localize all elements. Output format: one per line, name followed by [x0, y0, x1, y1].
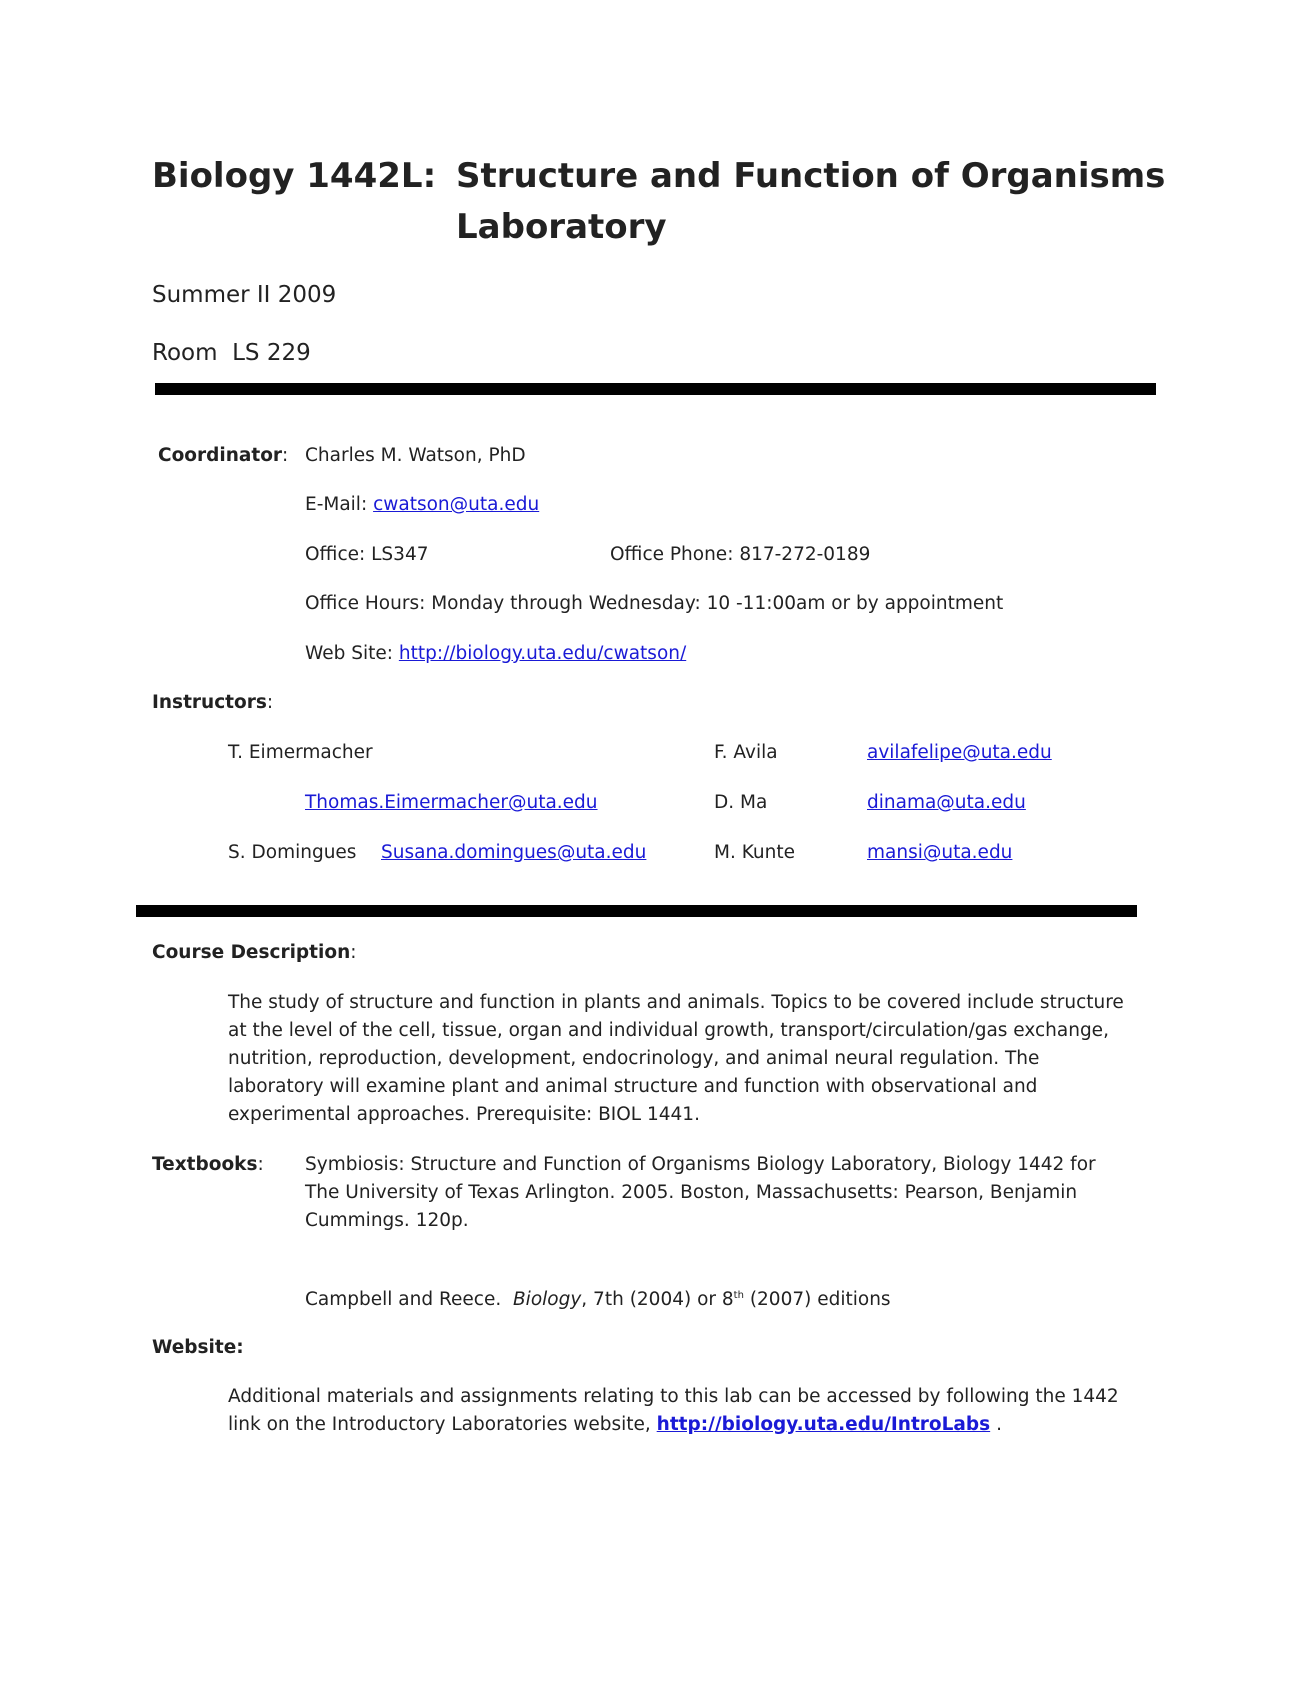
website-line-2 [228, 1411, 1119, 1439]
website-prefix: link on the Introductory Laboratories website, [228, 1414, 651, 1435]
instructor-name: T. Eimermacher [228, 742, 373, 763]
office-value: LS347 [371, 544, 429, 565]
description-line: laboratory will examine plant and animal structure and function with observational and [228, 1076, 1038, 1097]
email-row [305, 494, 539, 515]
instructor-name: M. Kunte [714, 842, 796, 863]
textbook-1 [305, 1151, 1096, 1235]
instructor-email-link[interactable]: mansi@uta.edu [867, 842, 1013, 863]
website-line: Additional materials and assignments relating to this lab can be accessed by following the 1442 [228, 1386, 1119, 1407]
textbook-line: Symbiosis: Structure and Function of Organisms Biology Laboratory, Biology 1442 for [305, 1154, 1096, 1175]
description-line: nutrition, reproduction, development, endocrinology, and animal neural regulation. The [228, 1048, 1040, 1069]
office-label: Office: [305, 544, 366, 565]
description-line: at the level of the cell, tissue, organ and individual growth, transport/circulation/gas exchange, [228, 1020, 1109, 1041]
instructor-name: D. Ma [714, 792, 768, 813]
course-description-text [228, 989, 1124, 1129]
instructor-email-link[interactable]: Susana.domingues@uta.edu [381, 842, 647, 863]
instructor-email-link[interactable]: avilafelipe@uta.edu [867, 742, 1052, 763]
textbook-line: Cummings. 120p. [305, 1210, 469, 1231]
instructor-name: S. Domingues [228, 842, 357, 863]
textbooks-label: Textbooks [152, 1154, 258, 1175]
course-description-label: Course Description [152, 942, 351, 963]
web-label: Web Site: [305, 643, 393, 664]
website-suffix: . [996, 1414, 1002, 1435]
course-code: Biology 1442L: [152, 156, 437, 196]
phone-label: Office Phone: [610, 544, 734, 565]
textbook-2-editions-end: (2007) editions [743, 1289, 891, 1310]
email-label: E-Mail: [305, 494, 368, 515]
textbook-line: The University of Texas Arlington. 2005. Boston, Massachusetts: Pearson, Benjamin [305, 1182, 1078, 1203]
intro-labs-link[interactable]: http://biology.uta.edu/IntroLabs [656, 1414, 991, 1435]
coordinator-label: Coordinator [158, 445, 283, 466]
textbooks-heading: Textbooks: [152, 1154, 264, 1175]
phone-value: 817-272-0189 [739, 544, 871, 565]
office-row [305, 544, 429, 565]
website-text [228, 1383, 1119, 1439]
description-line: The study of structure and function in plants and animals. Topics to be covered include structure [228, 992, 1124, 1013]
website-row [305, 643, 686, 664]
coordinator-section: Coordinator: [158, 445, 289, 466]
office-hours-value: Monday through Wednesday: 10 -11:00am or by appointment [431, 593, 1004, 614]
instructors-label: Instructors [152, 692, 267, 713]
phone-row [610, 544, 870, 565]
header-divider [155, 383, 1156, 395]
website-heading: Website: [152, 1337, 244, 1358]
instructors-section: Instructors: [152, 692, 274, 713]
instructor-name: F. Avila [714, 742, 778, 763]
office-hours-label: Office Hours: [305, 593, 426, 614]
textbook-2-title: Biology [512, 1289, 582, 1310]
instructor-email-link[interactable]: dinama@uta.edu [867, 792, 1026, 813]
coordinator-name: Charles M. Watson, PhD [305, 445, 526, 466]
description-line: experimental approaches. Prerequisite: BIOL 1441. [228, 1104, 700, 1125]
course-title-line2: Laboratory [456, 207, 667, 247]
textbook-2 [305, 1289, 891, 1310]
textbook-2-editions: , 7th (2004) or 8 [581, 1289, 734, 1310]
coordinator-email-link[interactable]: cwatson@uta.edu [373, 494, 540, 515]
coordinator-website-link[interactable]: http://biology.uta.edu/cwatson/ [398, 643, 687, 664]
course-title-line1: Structure and Function of Organisms [456, 156, 1166, 196]
textbook-2-authors: Campbell and Reece. [305, 1289, 502, 1310]
course-description-heading: Course Description: [152, 942, 357, 963]
instructors-divider [136, 905, 1137, 917]
textbook-2-superscript: th [733, 1289, 744, 1301]
term: Summer II 2009 [152, 282, 337, 308]
office-hours-row [305, 593, 1003, 614]
instructor-email-link[interactable]: Thomas.Eimermacher@uta.edu [305, 792, 598, 813]
room: Room LS 229 [152, 340, 311, 366]
